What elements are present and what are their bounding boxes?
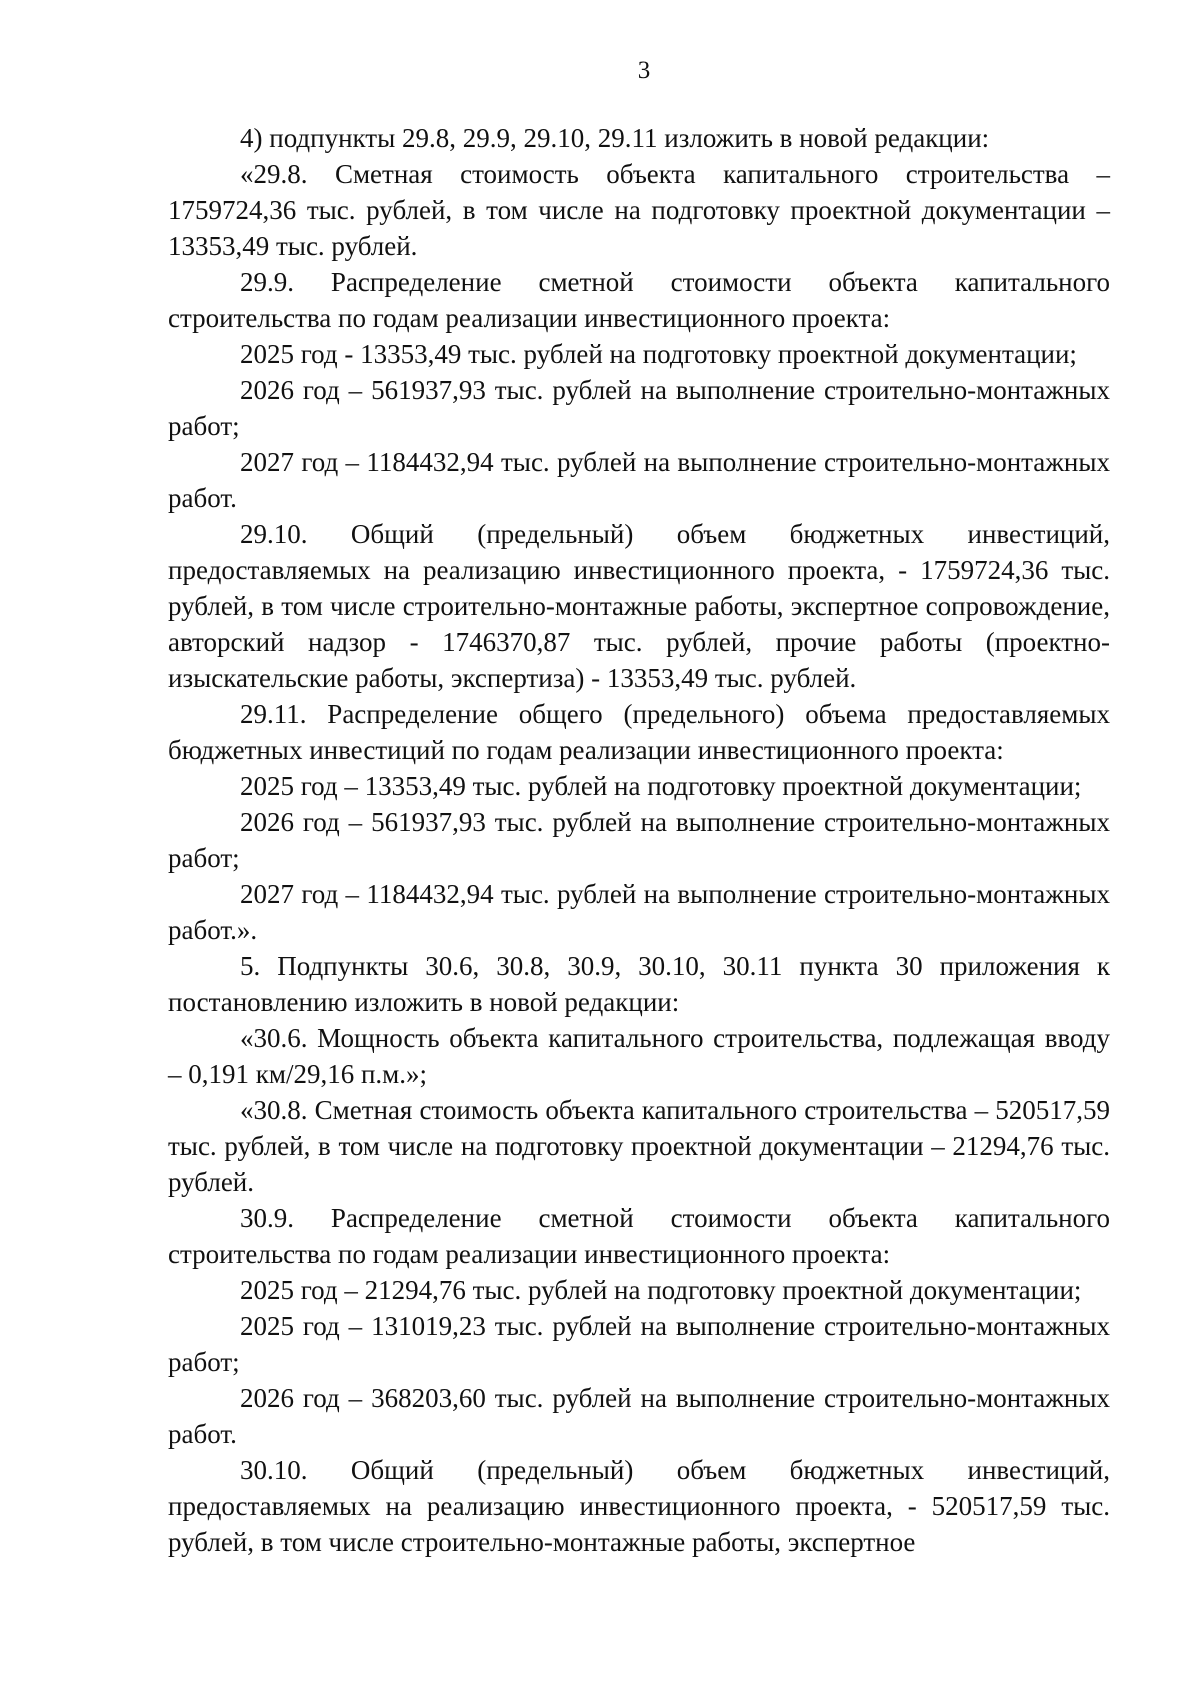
paragraph: 2025 год – 131019,23 тыс. рублей на выполнение строительно-монтажных работ;	[168, 1311, 1110, 1377]
paragraph: 2025 год - 13353,49 тыс. рублей на подготовку проектной документации;	[240, 339, 1077, 369]
paragraph: 30.10. Общий (предельный) объем бюджетных инвестиций, предоставляемых на реализацию инвестиционного проекта, - 520517,59 тыс. рублей, в том числе строительно-монтажные работы, экспертное	[168, 1455, 1110, 1557]
page-number: 3	[637, 57, 651, 84]
paragraph: 2027 год – 1184432,94 тыс. рублей на выполнение строительно-монтажных работ.».	[168, 879, 1110, 945]
paragraph: 29.10. Общий (предельный) объем бюджетных инвестиций, предоставляемых на реализацию инвестиционного проекта, - 1759724,36 тыс. рублей, в том числе строительно-монтажные работы, экспертное сопровождение, авторский надзор - 1746370,87 тыс. рублей, прочие работы (проектно-изыскательские работы, экспертиза) - 13353,49 тыс. рублей.	[168, 519, 1110, 693]
paragraph: 2026 год – 561937,93 тыс. рублей на выполнение строительно-монтажных работ;	[168, 375, 1110, 441]
paragraph: 30.9. Распределение сметной стоимости объекта капитального строительства по годам реализации инвестиционного проекта:	[168, 1203, 1110, 1269]
paragraph: 29.9. Распределение сметной стоимости объекта капитального строительства по годам реализации инвестиционного проекта:	[168, 267, 1110, 333]
paragraph: 2025 год – 13353,49 тыс. рублей на подготовку проектной документации;	[240, 771, 1082, 801]
paragraph: «30.8. Сметная стоимость объекта капитального строительства – 520517,59 тыс. рублей, в том числе на подготовку проектной документации – 21294,76 тыс. рублей.	[168, 1095, 1110, 1197]
document-body	[168, 120, 1110, 1560]
paragraph: 4) подпункты 29.8, 29.9, 29.10, 29.11 изложить в новой редакции:	[240, 123, 990, 153]
paragraph: 29.11. Распределение общего (предельного) объема предоставляемых бюджетных инвестиций по годам реализации инвестиционного проекта:	[168, 699, 1110, 765]
paragraph: «30.6. Мощность объекта капитального строительства, подлежащая вводу – 0,191 км/29,16 п.м.»;	[168, 1023, 1110, 1089]
paragraph: 2026 год – 561937,93 тыс. рублей на выполнение строительно-монтажных работ;	[168, 807, 1110, 873]
paragraph: 2025 год – 21294,76 тыс. рублей на подготовку проектной документации;	[240, 1275, 1082, 1305]
paragraph: 2027 год – 1184432,94 тыс. рублей на выполнение строительно-монтажных работ.	[168, 447, 1110, 513]
paragraph: 5. Подпункты 30.6, 30.8, 30.9, 30.10, 30.11 пункта 30 приложения к постановлению изложить в новой редакции:	[168, 951, 1110, 1017]
paragraph: «29.8. Сметная стоимость объекта капитального строительства – 1759724,36 тыс. рублей, в том числе на подготовку проектной документации – 13353,49 тыс. рублей.	[168, 159, 1110, 261]
paragraph: 2026 год – 368203,60 тыс. рублей на выполнение строительно-монтажных работ.	[168, 1383, 1110, 1449]
